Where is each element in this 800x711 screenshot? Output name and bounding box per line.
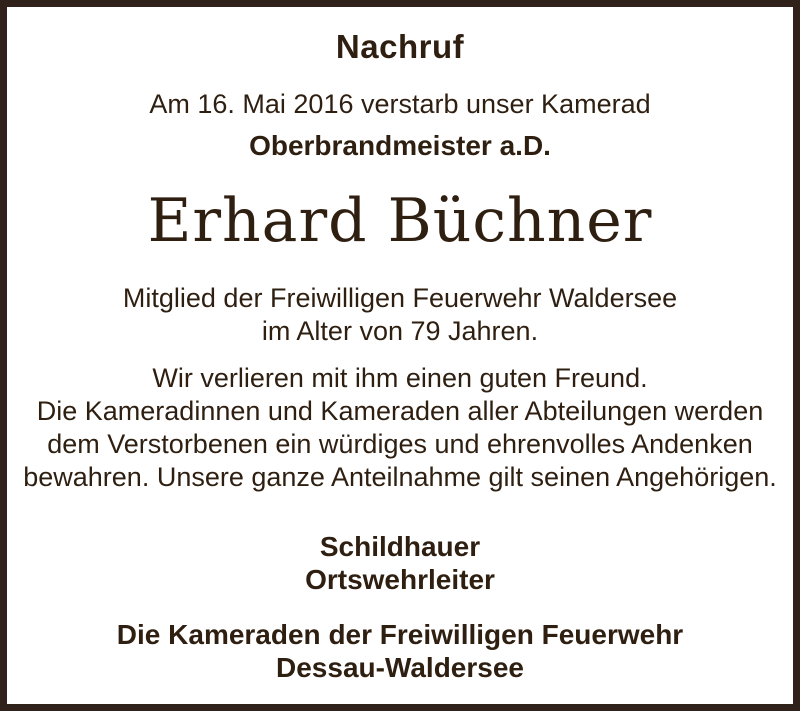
tribute-block	[7, 362, 793, 494]
closing-line-1: Die Kameraden der Freiwilligen Feuerwehr	[116, 619, 684, 650]
tribute-line-1: Wir verlieren mit ihm einen guten Freund.	[152, 363, 648, 393]
membership-block	[7, 282, 793, 348]
deceased-name: Erhard Büchner	[147, 186, 653, 256]
closing-line-2: Dessau-Waldersee	[276, 652, 524, 683]
obituary-title: Nachruf	[335, 28, 465, 65]
intro-line: Am 16. Mai 2016 verstarb unser Kamerad	[149, 89, 651, 119]
signature-role: Ortswehrleiter	[305, 564, 495, 595]
signature-block	[7, 530, 793, 596]
membership-line-1: Mitglied der Freiwilligen Feuerwehr Waldersee	[122, 283, 678, 313]
rank-line: Oberbrandmeister a.D.	[249, 130, 551, 161]
tribute-line-2: Die Kameradinnen und Kameraden aller Abteilungen werden	[36, 396, 764, 426]
closing-block	[7, 618, 793, 684]
signature-name: Schildhauer	[319, 531, 481, 562]
membership-line-2: im Alter von 79 Jahren.	[261, 316, 539, 346]
tribute-line-3: dem Verstorbenen ein würdiges und ehrenvolles Andenken	[47, 429, 753, 459]
tribute-line-4: bewahren. Unsere ganze Anteilnahme gilt seinen Angehörigen.	[23, 462, 777, 492]
